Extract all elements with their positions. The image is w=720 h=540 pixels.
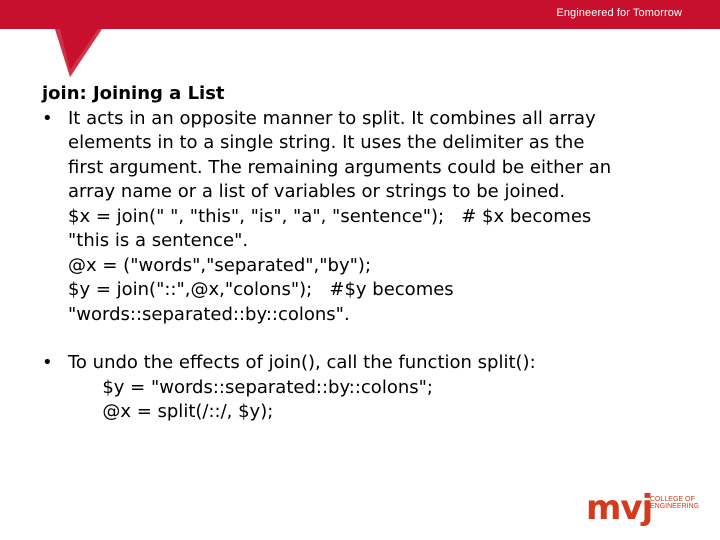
code-line: $x = join(" ", "this", "is", "a", "sentence"); # $x becomes <box>68 205 592 227</box>
bullet-line: It acts in an opposite manner to split. It combines all array <box>68 107 596 129</box>
logo-line-1: COLLEGE OF <box>650 496 695 503</box>
bullet-dot: • <box>42 352 53 373</box>
code-line: $y = join("::",@x,"colons"); #$y becomes <box>68 279 454 300</box>
header-banner <box>0 0 720 80</box>
code-line: $y = "words::separated::by::colons"; <box>68 376 433 398</box>
logo-line-2: ENGINEERING <box>650 503 700 510</box>
spacer <box>42 327 702 351</box>
slide-title: join: Joining a List <box>42 83 225 104</box>
header-tagline: Engineered for Tomorrow <box>556 7 682 19</box>
slide-content <box>42 82 702 425</box>
bullet-dot: • <box>42 107 53 129</box>
code-line: "words::separated::by::colons". <box>68 303 350 325</box>
bullet-line: To undo the effects of join(), call the function split(): <box>68 352 536 373</box>
bullet-line: elements in to a single string. It uses the delimiter as the <box>68 132 585 153</box>
code-line: @x = split(/::/, $y); <box>68 401 274 422</box>
college-logo <box>584 490 700 530</box>
bullet-item <box>42 351 702 425</box>
logo-wordmark: mvj <box>586 488 653 528</box>
bullet-line: array name or a list of variables or strings to be joined. <box>68 181 566 202</box>
bullet-item <box>42 107 702 328</box>
code-line: "this is a sentence". <box>68 230 249 251</box>
code-line: @x = ("words","separated","by"); <box>68 254 372 276</box>
bullet-line: first argument. The remaining arguments could be either an <box>68 156 612 178</box>
